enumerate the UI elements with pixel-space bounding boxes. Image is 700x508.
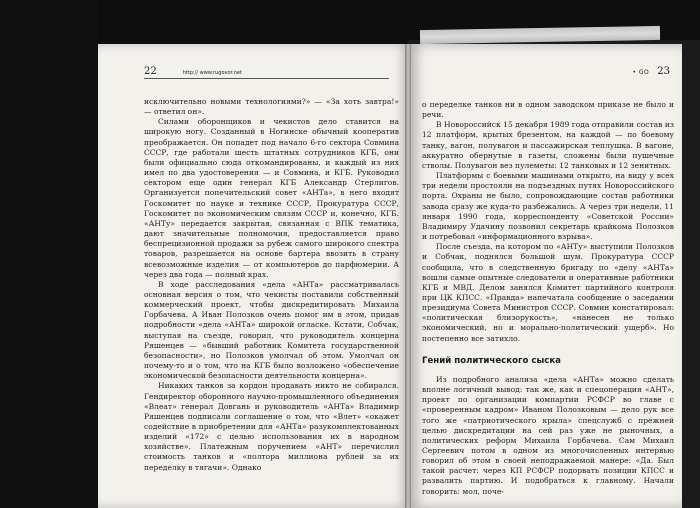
paragraph: Никаких танков за кордон продавать никто не собирался. Гендиректор оборонного научно-промышленного объединения «Влеат» генерал Довгань и руководитель «АНТа» Владимир Ряшенцев подписали соглашение о том, что «Влет» «окажет содействие в приобретении для «АНТа» разукомплектованных изделий «172» с целью использования их в народном хозяйстве». Платежным поручением «АНТ» перечислил стоимость танков и «полтора миллиона рублей за их переделку в тягачи». Однако: [144, 381, 399, 472]
scanner-background: [0, 0, 98, 508]
right-page-number: 23: [657, 66, 670, 77]
book-gutter: [405, 44, 411, 508]
right-page: [408, 44, 682, 508]
left-page-header: [144, 66, 389, 79]
paragraph: исключительно новыми технологиями?» — «За хоть завтра!» — ответил он».: [144, 97, 399, 117]
header-url: http:// www.rugovor.net: [182, 70, 242, 76]
paragraph: Из подробного анализа «дела «АНТа» можно сделать вполне логичный вывод: так же, как и спецоперация «АНТ», проект по организации компартии РСФСР во главе с «проверенным кадром» Иваном Полозковым — дело рук все того же «патриотического крыла» спецслужб с прежней целью дискредитации на сей раз уже не рыночных, а политических реформ Михаила Горбачева. Сам Михаил Сергеевич потом в одном из многочисленных интервью говорил об этом в своей неподражаемой манере: «Да. Был такой расчет: через КП РСФСР подорвать позиции КПСС и развалить партию. И подобраться к главному. Начали говорить: мол, поче-: [422, 374, 674, 496]
right-page-header: [632, 66, 670, 77]
paragraph: После съезда, на котором по «АНТу» выступили Полозков и Собчак, поднялся большой шум. Прокуратура СССР сообщила, что в следственную бригаду по «делу «АНТа» вошли самые опытные следователи и оперативные работники КГБ и МВД. Делом занялся Комитет партийного контроля при ЦК КПСС. «Правда» напечатала сообщение о заседании президиума Совета Министров СССР. Совмин констатировал: «политическая близорукость», «нанесен не только экономический, но и морально-политический ущерб». Но постепенно все затихло.: [422, 242, 674, 343]
paragraph: о переделке танков ни в одном заводском приказе не было и речи.: [422, 100, 674, 120]
paragraph: В ходе расследования «дела «АНТа» рассматривалась основная версия о том, что чекисты поставили собственный коммерческий проект, чтобы дискредитировать Михаила Горбачева. А Иван Полозков очень помог им в этом, придав подробности «дела «АНТа» широкой огласке. Кстати, Собчак, выступая на съезде, говорил, что руководитель концерна Ряшенцев — «бывший работник Комитета государственной безопасности», но Полозков умолчал об этом. Умолчал он почему-то и о том, что на КГБ было возложено «обеспечение экономической безопасности деятельности концерна».: [144, 279, 399, 381]
left-page-number: 22: [144, 66, 157, 77]
section-mark: • GO: [632, 69, 650, 76]
section-title: Гений политического сыска: [422, 355, 561, 366]
paragraph: В Новороссийск 15 декабря 1989 года отправили состав из 12 платформ, крытых брезентом, на каждой — по боевому танку, вагон, полувагон и пассажирская теплушка. В вагоне, аккуратно обернутые в газеты, сложены были пушечные стволы. Полувагон вез пулеметы: 12 танковых и 12 зенитных.: [422, 120, 674, 170]
paragraph: Силами оборонщиков и чекистов дело ставится на широкую ногу. Созданный в Ногинске обычный кооператив преображается. Он попадет под начало 6-го сектора Совмина СССР, где работали шесть штатных сотрудников КГБ, они были официально сюда откомандированы, и каждый из них имел по два удостоверения — и Совмина, и КГБ. Руководил сектором еще один генерал КГБ Александр Стерлигов. Организуется попечительский совет «АНТа», в него входят Госкомитет по науке и технике СССР, Прокуратура СССР, Госкомитет по экономическим связям СССР и, конечно, КГБ. «АНТу» передается закрытая, связанная с ВПК тематика, дают значительные полномочия, предоставляется право беспрецизионной продажи за рубеж самого широкого спектра товаров, разрешается на основе бартера ввозить в страну всевозможные изделия — от компьютеров до парфюмерии. А через два года — полный крах.: [144, 117, 399, 279]
right-page-body: [422, 100, 674, 497]
paragraph: Платформы с боевыми машинами открыто, на виду у всех три недели простояли на подъездных путях Новороссийского порта. Охраны не было, сопровождающие состав работники завода сразу же куда-то разбежались. А через три недели, 11 января 1990 года, корреспонденту «Советской России» Владимиру Удачину позвонил секретарь крайкома Полозков и потребовал «информационного взрыва».: [422, 171, 674, 242]
left-page-body: [144, 97, 399, 473]
left-page: [98, 44, 409, 508]
